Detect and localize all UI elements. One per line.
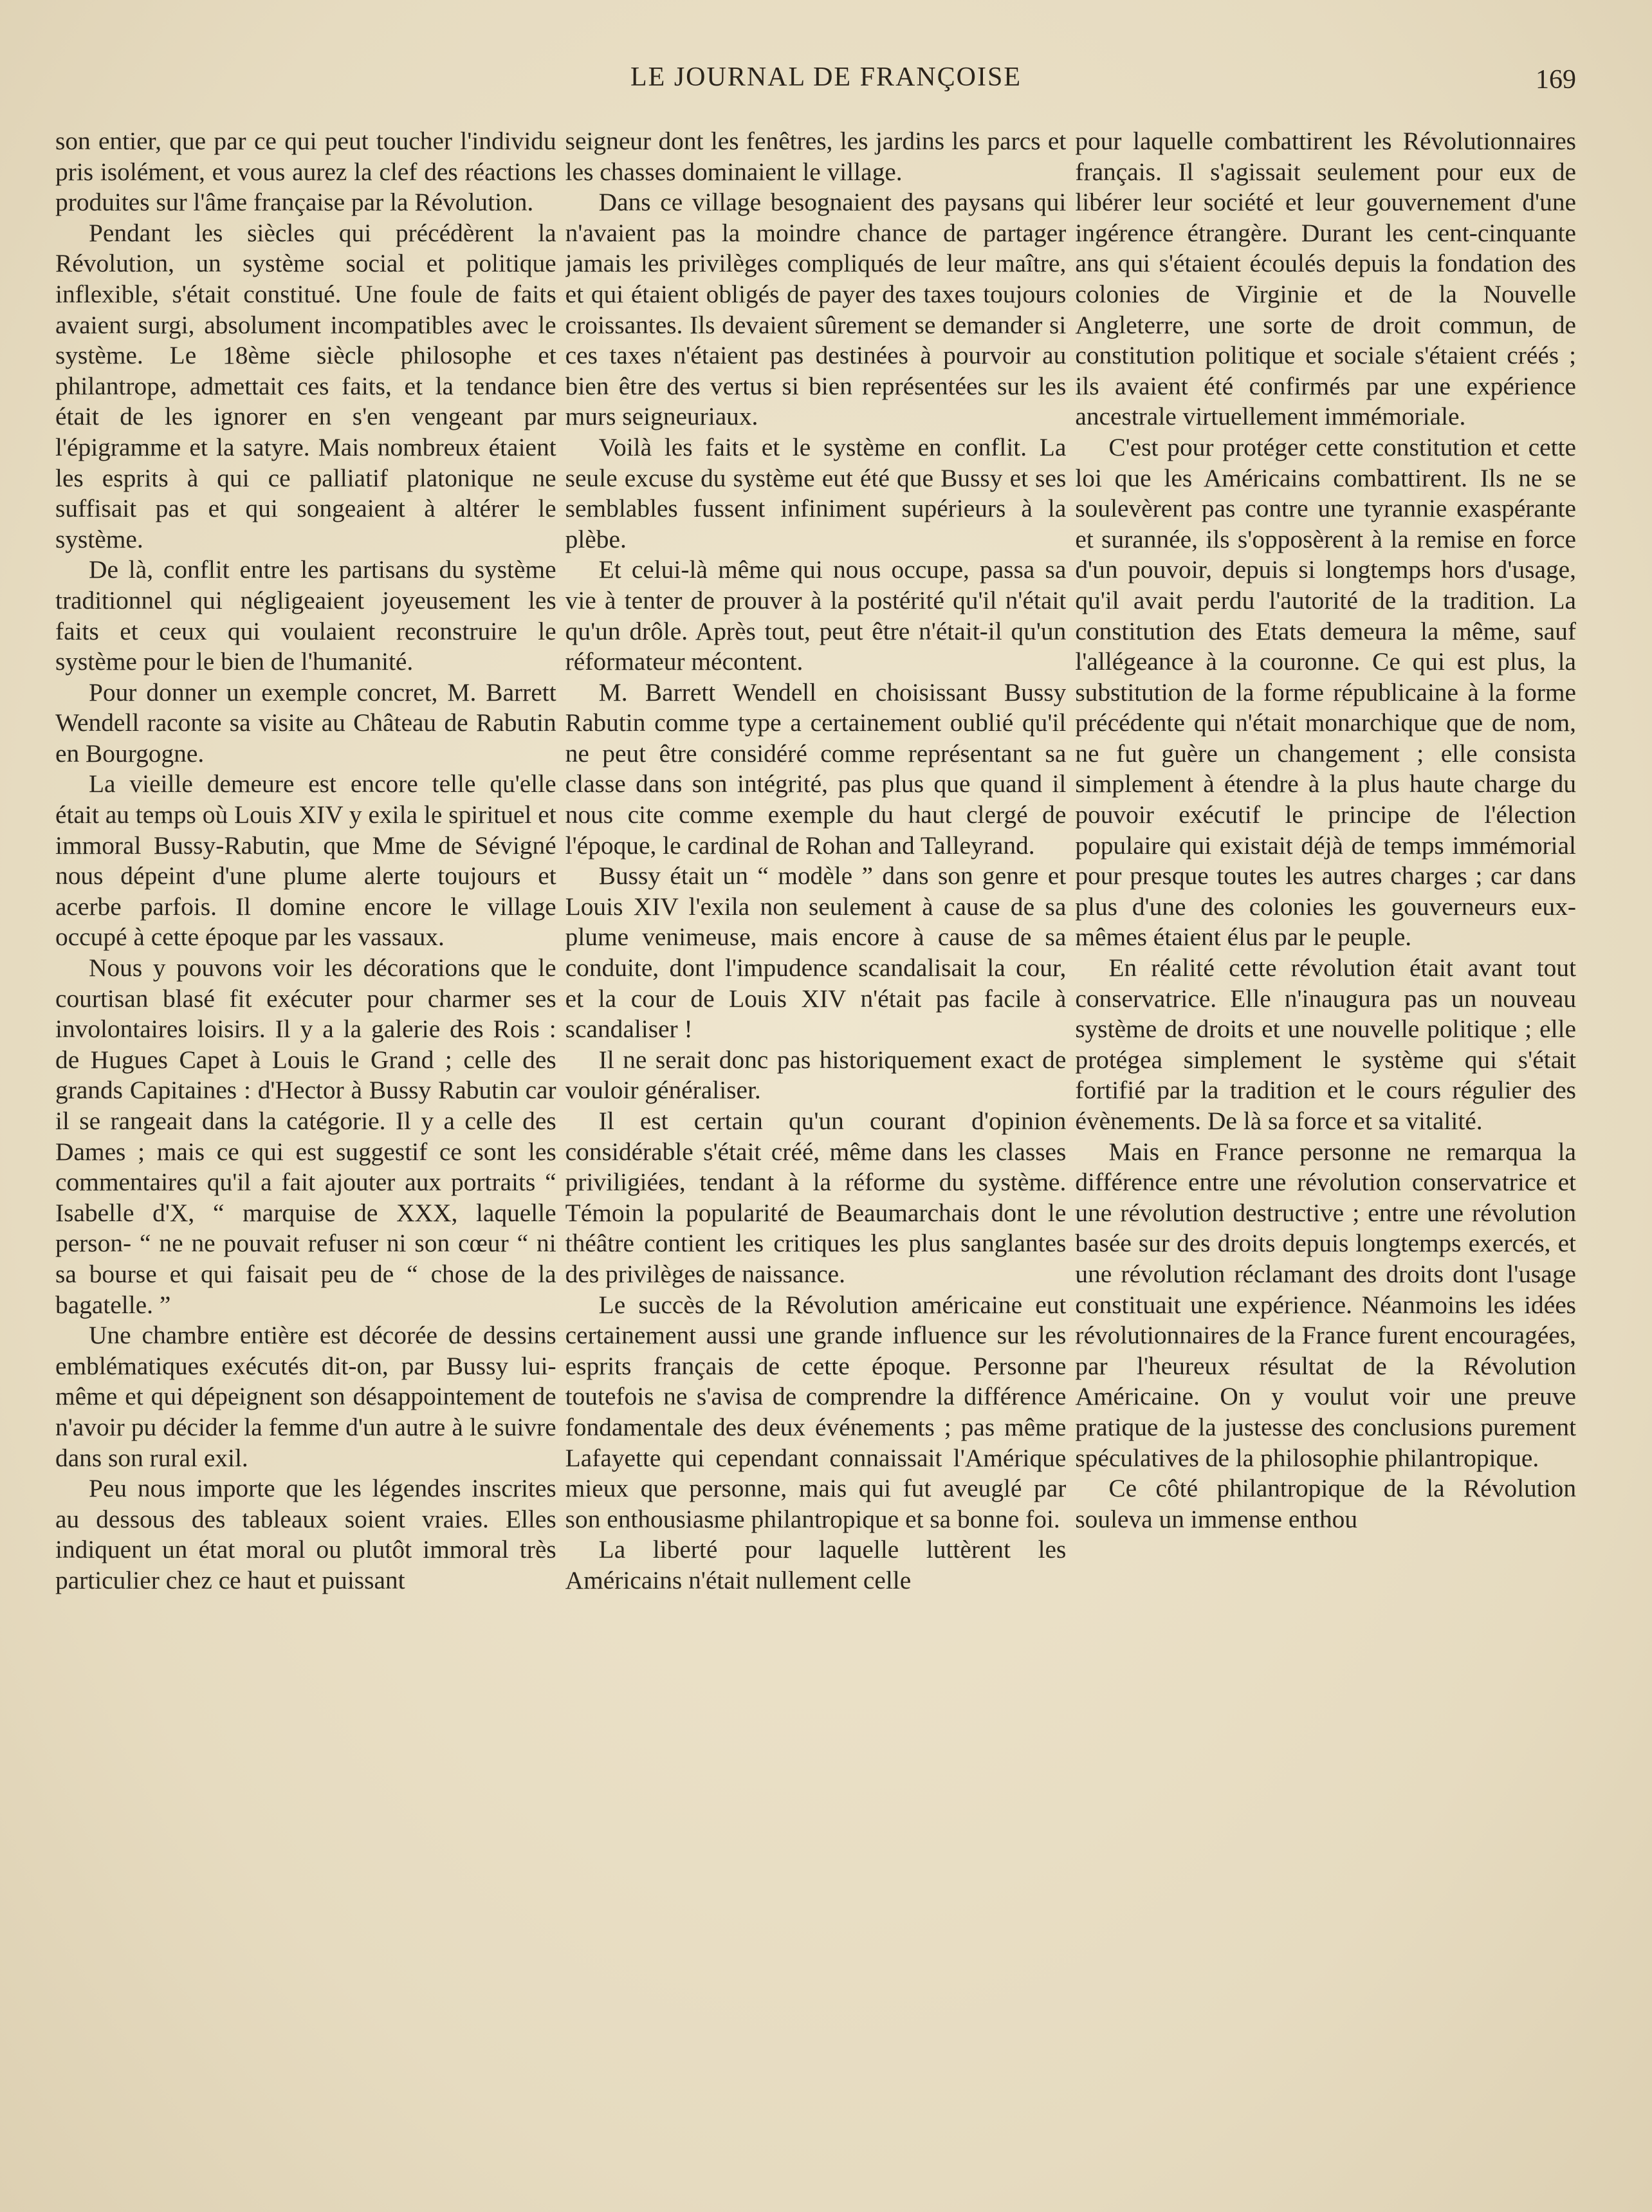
paragraph: M. Barrett Wendell en choisissant Bussy Rabutin comme type a certainement oublié qu'il ne peut être considéré comme représentant sa classe dans son intégrité, pas plus que quand il nous cite comme exemple du haut clergé de l'époque, le cardinal de Rohan and Talleyrand. — [565, 677, 1067, 860]
paragraph: Pendant les siècles qui précédèrent la Révolution, un système social et politique inflexible, s'était constitué. Une foule de faits avaient surgi, absolument incompatibles avec le système. Le 18ème siècle philosophe et philantrope, admettait ces faits, et la tendance était de les ignorer en s'en vengeant par l'épigramme et la satyre. Mais nombreux étaient les esprits à qui ce palliatif platonique ne suffisait pas et qui songeaient à altérer le système. — [55, 218, 556, 553]
paragraph: Bussy était un “ modèle ” dans son genre et Louis XIV l'exila non seulement à cause de sa plume venimeuse, mais encore à cause de sa conduite, dont l'impudence scandalisait la cour, et la cour de Louis XIV n'était pas facile à scandaliser ! — [565, 862, 1067, 1044]
running-title: LE JOURNAL DE FRANÇOISE — [630, 62, 1022, 92]
column-left — [55, 126, 556, 2019]
paragraph: Il est certain qu'un courant d'opinion considérable s'était créé, même dans les classes priviligiées, tendant à la réforme du système. Témoin la popularité de Beaumarchais dont le théâtre contient les critiques les plus sanglantes des privilèges de naissance. — [565, 1107, 1067, 1288]
paragraph: De là, conflit entre les partisans du système traditionnel qui négligeaient joyeusement les faits et ceux qui voulaient reconstruire le système pour le bien de l'humanité. — [55, 555, 556, 676]
paragraph: son entier, que par ce qui peut toucher l'individu pris isolément, et vous aurez la clef des réactions produites sur l'âme française par la Révolution. — [55, 127, 556, 217]
column-right — [1075, 126, 1576, 2019]
paragraph: Une chambre entière est décorée de dessins emblématiques exécutés dit-on, par Bussy lui-même et qui dépeignent son désappointement de n'avoir pu décider la femme d'un autre à le suivre dans son rural exil. — [55, 1321, 556, 1472]
paragraph: Voilà les faits et le système en conflit. La seule excuse du système eut été que Bussy et ses semblables fussent infiniment supérieurs à la plèbe. — [565, 432, 1067, 553]
page-number: 169 — [1536, 65, 1576, 95]
paragraph: Dans ce village besognaient des paysans qui n'avaient pas la moindre chance de partager jamais les privilèges compliqués de leur maître, et qui étaient obligés de payer des taxes toujours croissantes. Ils devaient sûrement se demander si ces taxes n'étaient pas destinées à pourvoir au bien être des vertus si bien représentées sur les murs seigneuriaux. — [565, 188, 1067, 431]
paragraph: Ce côté philantropique de la Révolution souleva un immense enthou — [1075, 1474, 1577, 1533]
paragraph: La liberté pour laquelle luttèrent les Américains n'était nullement celle — [565, 1535, 1067, 1594]
column-middle — [565, 126, 1067, 2019]
paragraph: Peu nous importe que les légendes inscrites au dessous des tableaux soient vraies. Elles indiquent un état moral ou plutôt immoral très particulier chez ce haut et puissant — [55, 1474, 556, 1594]
paragraph: pour laquelle combattirent les Révolutionnaires français. Il s'agissait seulement pour eux de libérer leur société et leur gouvernement d'une ingérence étrangère. Durant les cent-cinquante ans qui s'étaient écoulés depuis la fondation des colonies de Virginie et de la Nouvelle Angleterre, une sorte de droit commun, de constitution politique et sociale s'étaient créés ; ils avaient été confirmés par une expérience ancestrale virtuellement immémoriale. — [1075, 127, 1577, 431]
text-columns — [55, 126, 1576, 2019]
paragraph: Nous y pouvons voir les décorations que le courtisan blasé fit exécuter pour charmer ses involontaires loisirs. Il y a la galerie des Rois : de Hugues Capet à Louis le Grand ; celle des grands Capitaines : d'Hector à Bussy Rabutin car il se rangeait dans la catégorie. Il y a celle des Dames ; mais ce qui est suggestif ce sont les commentaires qu'il a fait ajouter aux portraits “ Isabelle d'X, “ marquise de XXX, laquelle person- “ ne ne pouvait refuser ni son cœur “ ni sa bourse et qui faisait peu de “ chose de la bagatelle. ” — [55, 954, 556, 1319]
paragraph: En réalité cette révolution était avant tout conservatrice. Elle n'inaugura pas un nouveau système de droits et une nouvelle politique ; elle protégea simplement le système qui s'était fortifié par la tradition et le cours régulier des évènements. De là sa force et sa vitalité. — [1075, 954, 1577, 1135]
paragraph: Mais en France personne ne remarqua la différence entre une révolution conservatrice et une révolution destructive ; entre une révolution basée sur des droits depuis longtemps exercés, et une révolution réclamant des droits dont l'usage constituait une expérience. Néanmoins les idées révolutionnaires de la France furent encouragées, par l'heureux résultat de la Révolution Américaine. On y voulut voir une preuve pratique de la justesse des conclusions purement spéculatives de la philosophie philantropique. — [1075, 1137, 1577, 1472]
paragraph: Il ne serait donc pas historiquement exact de vouloir généraliser. — [565, 1045, 1067, 1105]
paragraph: La vieille demeure est encore telle qu'elle était au temps où Louis XIV y exila le spirituel et immoral Bussy-Rabutin, que Mme de Sévigné nous dépeint d'une plume alerte toujours et acerbe parfois. Il domine encore le village occupé à cette époque par les vassaux. — [55, 770, 556, 952]
paragraph: Et celui-là même qui nous occupe, passa sa vie à tenter de prouver à la postérité qu'il n'était qu'un drôle. Après tout, peut être n'était-il qu'un réformateur mécontent. — [565, 555, 1067, 676]
paragraph: seigneur dont les fenêtres, les jardins les parcs et les chasses dominaient le village. — [565, 127, 1067, 186]
paragraph: Pour donner un exemple concret, M. Barrett Wendell raconte sa visite au Château de Rabutin en Bourgogne. — [55, 677, 556, 768]
paragraph: Le succès de la Révolution américaine eut certainement aussi une grande influence sur les esprits français de cette époque. Personne toutefois ne s'avisa de comprendre la différence fondamentale des deux événements ; pas même Lafayette qui cependant connaissait l'Amérique mieux que personne, mais qui fut aveuglé par son enthousiasme philantropique et sa bonne foi. — [565, 1290, 1067, 1533]
paragraph: C'est pour protéger cette constitution et cette loi que les Américains combattirent. Ils ne se soulevèrent pas contre une tyrannie exaspérante et surannée, ils s'opposèrent à la remise en force d'un pouvoir, depuis si longtemps hors d'usage, qu'il avait perdu l'autorité de la tradition. La constitution des Etats demeura la même, sauf l'allégeance à la couronne. Ce qui est plus, la substitution de la forme républicaine à la forme précédente qui n'était monarchique que de nom, ne fut guère un changement ; elle consista simplement à étendre à la plus haute charge du pouvoir exécutif le principe de l'élection populaire qui existait déjà de temps immémorial pour presque toutes les autres charges ; car dans plus d'une des colonies les gouverneurs eux-mêmes étaient élus par le peuple. — [1075, 432, 1577, 952]
